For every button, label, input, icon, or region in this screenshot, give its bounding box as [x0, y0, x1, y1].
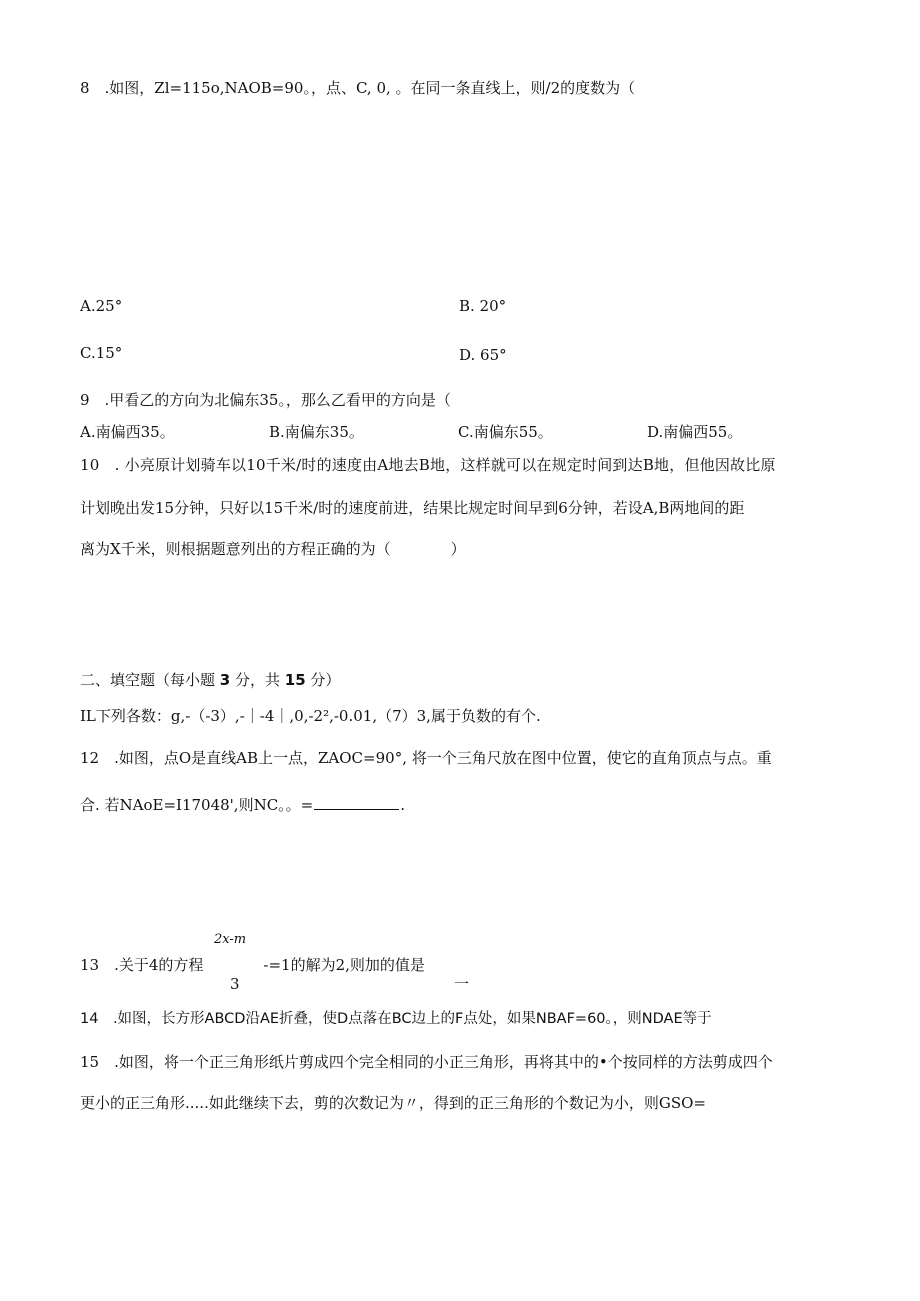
q9-option-b: B.南偏东35。 [269, 423, 364, 441]
q8-option-d: D. 65° [459, 346, 507, 364]
q8-option-b: B. 20° [459, 297, 507, 315]
question-12-line-2 [80, 795, 405, 815]
question-15-line-2: 更小的正三角形.....如此继续下去，剪的次数记为〃，得到的正三角形的个数记为小，则GSO= [80, 1094, 706, 1112]
section-2-prefix: 二、填空题（每小题 [80, 671, 220, 689]
section-2-suffix: 分） [305, 671, 341, 689]
question-9: 9 .甲看乙的方向为北偏东35。，那么乙看甲的方向是（ [80, 391, 451, 409]
question-15-line-1: 15 .如图，将一个正三角形纸片剪成四个完全相同的小正三角形，再将其中的•个按同样的方法剪成四个 [80, 1053, 773, 1071]
q9-option-d: D.南偏西55。 [647, 423, 743, 441]
question-13: 13 .关于4的方程 -=1的解为2,则加的值是 [80, 956, 425, 974]
question-10-line-2: 计划晚出发15分钟，只好以15千米/时的速度前进，结果比规定时间早到6分钟，若设A,B两地间的距 [80, 499, 745, 517]
question-10-line-3: 离为X千米，则根据题意列出的方程正确的为（ ） [80, 540, 466, 558]
fraction-denominator: 3 [230, 975, 240, 993]
section-2-heading [80, 670, 340, 690]
section-2-points-total: 15 [284, 671, 306, 689]
answer-blank-mark: 一 [454, 975, 470, 993]
question-10-line-1: 10 . 小亮原计划骑车以10千米/时的速度由A地去B地，这样就可以在规定时间到达B地，但他因故比原 [80, 456, 776, 474]
q9-option-c: C.南偏东55。 [458, 423, 553, 441]
question-12-line-2-text: 合. 若NAoE=I17048',则NC。。= [80, 796, 314, 814]
question-12-line-1: 12 .如图，点O是直线AB上一点，ZAOC=90°, 将一个三角尺放在图中位置，使它的直角顶点与点。重 [80, 749, 772, 767]
q9-option-a: A.南偏西35。 [80, 423, 175, 441]
question-14: 14 .如图，长方形ABCD沿AE折叠，使D点落在BC边上的F点处，如果NBAF=60。，则NDAE等于 [80, 1011, 712, 1027]
q8-option-c: C.15° [80, 344, 123, 362]
fraction-numerator: 2x-m [214, 932, 247, 947]
section-2-points-each: 3 [219, 671, 231, 689]
question-8: 8 .如图，Zl=115o,NAOB=90。，点、C, 0, 。在同一条直线上，则/2的度数为（ [80, 79, 636, 97]
question-11: IL下列各数：g,-（-3）,-｜-4｜,0,-2²,-0.01,（7）3,属于负数的有个. [80, 707, 541, 725]
question-12-line-2-end: . [400, 796, 406, 814]
answer-blank[interactable] [314, 795, 399, 810]
q8-option-a: A.25° [80, 297, 123, 315]
section-2-mid: 分，共 [230, 671, 285, 689]
